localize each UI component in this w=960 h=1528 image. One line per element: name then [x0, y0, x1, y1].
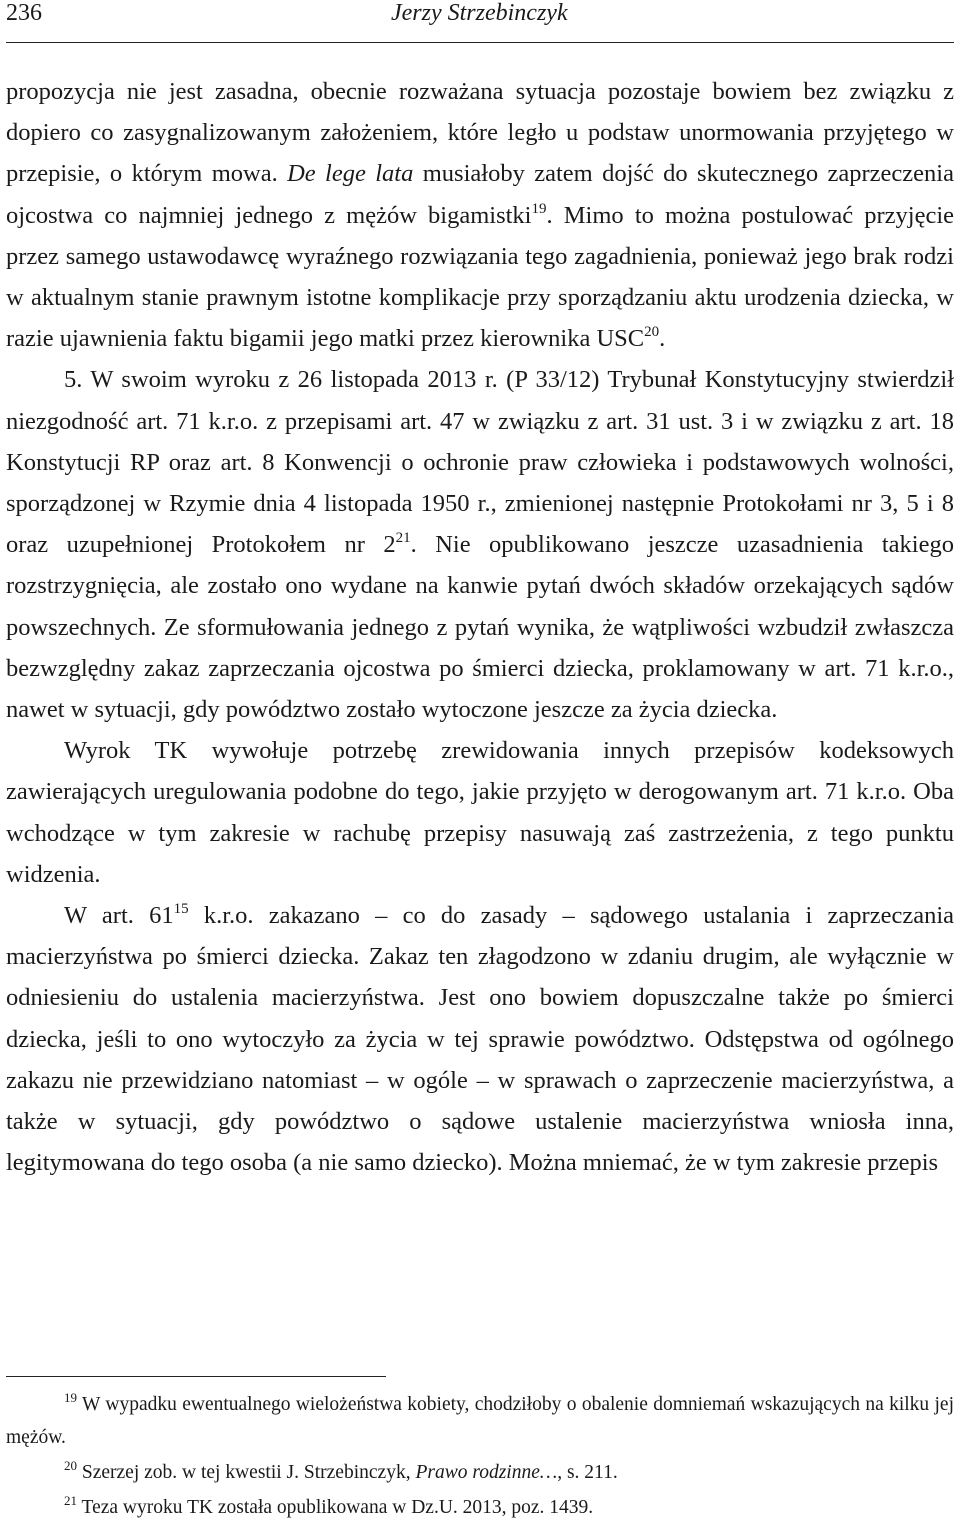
footnote-21 [6, 1491, 954, 1524]
footnote-text: Teza wyroku TK została opublikowana w Dz.U. 2013, poz. 1439. [77, 1497, 594, 1518]
text-run: musiałoby zatem dojść do skutecznego zaprzeczenia ojcostwa co najmniej jednego z mężów bigamistki [6, 160, 954, 229]
header-rule [6, 42, 954, 43]
footnotes [6, 1388, 954, 1524]
text-run: W art. 61 [64, 902, 174, 930]
paragraph-3: Wyrok TK wywołuje potrzebę zrewidowania innych przepisów kodeksowych zawierających uregulowania podobne do tego, jakie przyjęto w derogowanym art. 71 k.r.o. Oba wchodzące w tym zakresie w rachubę przepisy nasuwają zaś zastrzeżenia, z tego punktu widzenia. [6, 737, 954, 888]
footnote-text: , s. 211. [557, 1462, 618, 1483]
article-superscript: 15 [173, 901, 189, 918]
footnote-ref-19[interactable]: 19 [531, 200, 547, 217]
cited-title: Prawo rodzinne… [415, 1462, 558, 1483]
footnote-20 [6, 1456, 954, 1489]
paragraph-1 [6, 71, 954, 359]
paragraph-2 [6, 359, 954, 730]
footnote-number: 20 [64, 1458, 77, 1473]
running-head-author: Jerzy Strzebinczyk [391, 0, 568, 26]
footnote-number: 21 [64, 1493, 77, 1508]
footnote-text: Szerzej zob. w tej kwestii J. Strzebinczyk, [77, 1462, 416, 1483]
text-run: . Mimo to można postulować przyjęcie przez samego ustawodawcę wyraźnego rozwiązania tego zagadnienia, ponieważ jego brak rodzi w aktualnym stanie prawnym istotne komplikacje przy sporządzaniu aktu urodzenia dziecka, w razie ujawnienia faktu bigamii jego matki przez kierownika USC [6, 201, 954, 353]
paragraph-4 [6, 895, 954, 1183]
footnote-rule [6, 1376, 386, 1377]
footnote-ref-20[interactable]: 20 [644, 324, 660, 341]
text-run: . [659, 325, 666, 353]
footnote-text: W wypadku ewentualnego wielożeństwa kobiety, chodziłoby o obalenie domniemań wskazujących na kilku jej mężów. [6, 1394, 954, 1448]
text-run: 5. W swoim wyroku z 26 listopada 2013 r. (P 33/12) Trybunał Konstytucyjny stwierdził niezgodność art. 71 k.r.o. z przepisami art. 47 w związku z art. 31 ust. 3 i w związku z art. 18 Konstytucji RP oraz art. 8 Konwencji o ochronie praw człowieka i podstawowych wolności, sporządzonej w Rzymie dnia 4 listopada 1950 r., zmienionej następnie Protokołami nr 3, 5 i 8 oraz uzupełnionej Protokołem nr 2 [6, 366, 954, 559]
footnote-19 [6, 1388, 954, 1454]
footnote-number: 19 [64, 1390, 77, 1405]
latin-phrase: De lege lata [287, 160, 414, 188]
text-run: propozycja nie jest zasadna, obecnie rozważana sytuacja pozostaje bowiem bez związku z dopiero co zasygnalizowanym założeniem, które legło u podstaw unormowania przyjętego w przepisie, o którym mowa. [6, 78, 954, 188]
text-run: . Nie opublikowano jeszcze uzasadnienia takiego rozstrzygnięcia, ale zostało ono wydane na kanwie pytań dwóch składów orzekających sądów powszechnych. Ze sformułowania jednego z pytań wynika, że wątpliwości wzbudził zwłaszcza bezwzględny zakaz zaprzeczania ojcostwa po śmierci dziecka, proklamowany w art. 71 k.r.o., nawet w sytuacji, gdy powództwo zostało wytoczone jeszcze za życia dziecka. [6, 531, 954, 724]
text-run: k.r.o. zakazano – co do zasady – sądowego ustalania i zaprzeczania macierzyństwa po śmierci dziecka. Zakaz ten złagodzono w zdaniu drugim, ale wyłącznie w odniesieniu do ustalenia macierzyństwa. Jest ono bowiem dopuszczalne także po śmierci dziecka, jeśli to ono wytoczyło za życia w tej sprawie powództwo. Odstępstwa od ogólnego zakazu nie przewidziano natomiast – w ogóle – w sprawach o zaprzeczenie macierzyństwa, a także w sytuacji, gdy powództwo o sądowe ustalenie macierzyństwa wniosła inna, legitymowana do tego osoba (a nie samo dziecko). Można mniemać, że w tym zakresie przepis [6, 902, 955, 1177]
page-header [6, 0, 954, 42]
body-text [6, 71, 954, 1183]
footnote-ref-21[interactable]: 21 [395, 530, 411, 547]
page-number: 236 [6, 0, 42, 26]
